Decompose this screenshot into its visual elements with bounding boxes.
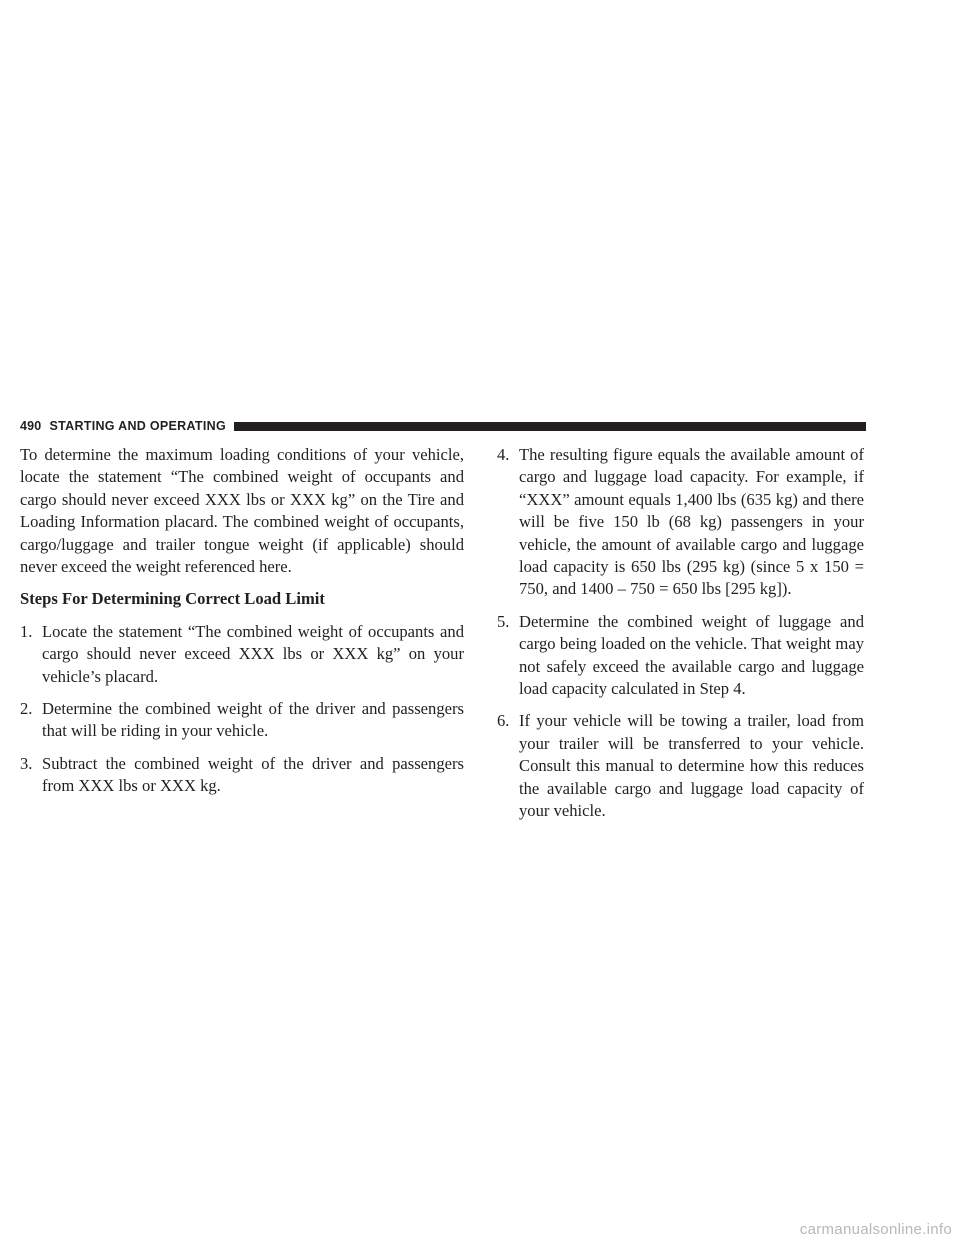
step-number: 4. [497, 445, 510, 464]
steps-heading: Steps For Determining Correct Load Limit [20, 589, 325, 609]
intro-paragraph: To determine the maximum loading conditions of your vehicle, locate the statement “The combined weight of occupants and cargo should never exceed XXX lbs or XXX kg” on the Tire and Loading Information placard. The combined weight of occupants, cargo/luggage and trailer tongue weight (if applicable) should never exceed the weight referenced here. [20, 445, 464, 577]
step-text: Determine the combined weight of the driver and passengers that will be riding in your vehicle. [42, 699, 464, 741]
header-rule [234, 422, 866, 431]
step-number: 2. [20, 699, 33, 719]
left-column [20, 444, 464, 808]
page-number: 490 [20, 419, 42, 433]
step-number: 1. [20, 621, 33, 641]
step-text: Determine the combined weight of luggage and cargo being loaded on the vehicle. That weight may not safely exceed the available cargo and luggage load capacity calculated in Step 4. [519, 611, 864, 699]
right-column [497, 444, 864, 833]
step-item [497, 444, 864, 601]
step-item [497, 611, 864, 701]
step-number: 3. [20, 753, 33, 773]
step-item [20, 621, 464, 688]
step-text: The resulting figure equals the available amount of cargo and luggage load capacity. For example, if “XXX” amount equals 1,400 lbs (635 kg) and there will be five 150 lb (68 kg) passengers in your vehicle, the amount of available cargo and luggage load capacity is 650 lbs (295 kg) (since 5 x 150 = 750, and 1400 – 750 = 650 lbs [295 kg]). [519, 445, 864, 599]
step-text: If your vehicle will be towing a trailer, load from your trailer will be transferred to your vehicle. Consult this manual to determine how this reduces the available cargo and luggage load capacity of your vehicle. [519, 711, 864, 821]
step-item [497, 710, 864, 822]
section-title: STARTING AND OPERATING [49, 419, 226, 433]
page-header [20, 418, 866, 434]
step-text: Locate the statement “The combined weight of occupants and cargo should never exceed XXX lbs or XXX kg” on your vehicle’s placard. [42, 621, 464, 686]
step-number: 5. [497, 611, 510, 631]
step-number: 6. [497, 711, 510, 731]
step-text: Subtract the combined weight of the driver and passengers from XXX lbs or XXX kg. [42, 753, 464, 796]
step-item [20, 753, 464, 798]
step-item [20, 698, 464, 743]
watermark-text: carmanualsonline.info [799, 1221, 952, 1238]
